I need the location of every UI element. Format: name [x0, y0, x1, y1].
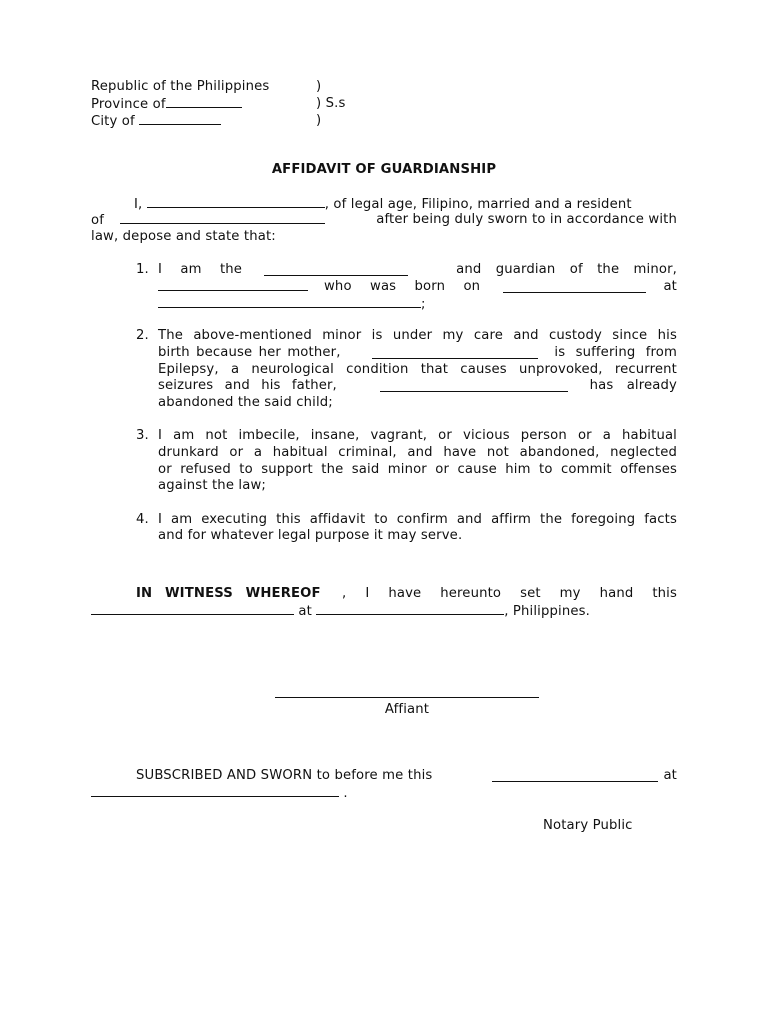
- name-blank[interactable]: [147, 196, 325, 208]
- subscribed-text: SUBSCRIBED AND SWORN to before me this: [136, 768, 433, 783]
- witness-rest: , I have hereunto set my hand this: [342, 586, 677, 601]
- province-blank[interactable]: [166, 96, 242, 108]
- intro-line-3: [91, 229, 276, 246]
- intro-legal-age: , of legal age, Filipino, married and a resident: [324, 197, 632, 212]
- item-1-line-3: [158, 296, 426, 314]
- item-2-line-1: [158, 328, 677, 345]
- witness-bold: IN WITNESS WHEREOF: [136, 586, 321, 601]
- item-2-suffering: is suffering from: [554, 345, 677, 360]
- item-2-text-1: The above-mentioned minor is under my care and custody since his: [158, 328, 677, 343]
- item-3-line-2: [158, 445, 677, 462]
- item-1-guardian: and guardian of the minor,: [456, 262, 677, 277]
- witness-at: at: [298, 604, 312, 619]
- header-paren-1: [316, 79, 321, 96]
- header-province-text: Province of: [91, 97, 166, 112]
- header-paren-3: [316, 113, 321, 130]
- item-3-line-4: [158, 478, 266, 495]
- affiant-signature-line[interactable]: [275, 697, 539, 698]
- father-name-blank[interactable]: [380, 380, 568, 392]
- document-title: [0, 162, 768, 179]
- notary-text: Notary Public: [543, 818, 633, 833]
- witness-philippines: , Philippines.: [504, 604, 590, 619]
- birthdate-blank[interactable]: [503, 281, 646, 293]
- item-1-semicolon: ;: [421, 297, 426, 312]
- item-2-line-5: [158, 395, 333, 412]
- intro-depose: law, depose and state that:: [91, 229, 276, 244]
- item-2-line-2: [158, 345, 677, 362]
- paren-text: ): [316, 113, 322, 128]
- item-4-line-1: [158, 512, 677, 529]
- item-2-number: [136, 328, 149, 345]
- item-3-text-4: against the law;: [158, 478, 266, 493]
- intro-i: I,: [134, 197, 143, 212]
- item-number: 1.: [136, 262, 149, 277]
- item-1-line-1: [158, 262, 677, 279]
- intro-sworn: after being duly sworn to in accordance with: [376, 212, 677, 227]
- affiant-label: [275, 702, 539, 719]
- witness-line-1: [136, 586, 677, 603]
- item-3-text-3: or refused to support the said minor or cause him to commit offenses: [158, 462, 677, 477]
- subscribed-dot: .: [343, 786, 348, 801]
- item-3-line-3: [158, 462, 677, 479]
- subscribed-line-1: [136, 768, 677, 785]
- item-1-born-on: who was born on: [324, 279, 481, 294]
- mother-name-blank[interactable]: [372, 347, 538, 359]
- relationship-blank[interactable]: [264, 264, 408, 276]
- minor-name-blank[interactable]: [158, 279, 308, 291]
- header-city-text: City of: [91, 114, 135, 129]
- item-number: 3.: [136, 428, 149, 443]
- residence-blank[interactable]: [120, 212, 325, 224]
- item-4-text-1: I am executing this affidavit to confirm and affirm the foregoing facts: [158, 512, 677, 527]
- item-2-text-5: abandoned the said child;: [158, 395, 333, 410]
- notary-label: [543, 818, 633, 835]
- intro-line-2: [91, 212, 677, 230]
- item-4-line-2: [158, 528, 462, 545]
- subscribed-line-2: [91, 785, 348, 803]
- subscribed-at: at: [663, 768, 677, 783]
- item-4-text-2: and for whatever legal purpose it may serve.: [158, 528, 463, 543]
- witness-date-blank[interactable]: [91, 603, 294, 615]
- item-3-line-1: [158, 428, 677, 445]
- affiant-text: Affiant: [384, 702, 430, 717]
- witness-line-2: [91, 603, 590, 621]
- item-2-line-4: [158, 378, 677, 395]
- item-number: 4.: [136, 512, 149, 527]
- subscribed-place-blank[interactable]: [91, 785, 339, 797]
- item-2-father: seizures and his father,: [158, 378, 337, 393]
- city-blank[interactable]: [139, 113, 221, 125]
- item-1-line-2: [158, 279, 677, 297]
- header-province: [91, 96, 242, 114]
- item-1-at: at: [663, 279, 677, 294]
- item-number: 2.: [136, 328, 149, 343]
- witness-place-blank[interactable]: [316, 603, 504, 615]
- item-3-text-2: drunkard or a habitual criminal, and have not abandoned, neglected: [158, 445, 677, 460]
- header-city: [91, 113, 221, 131]
- item-1-i-am-the: I am the: [158, 262, 243, 277]
- item-3-number: [136, 428, 149, 445]
- header-republic-text: Republic of the Philippines: [91, 79, 270, 94]
- title-text: AFFIDAVIT OF GUARDIANSHIP: [271, 162, 497, 177]
- header-ss: [316, 96, 346, 113]
- item-2-mother: birth because her mother,: [158, 345, 341, 360]
- ss-text: ) S.s: [316, 96, 346, 111]
- paren-text: ): [316, 79, 322, 94]
- item-4-number: [136, 512, 149, 529]
- item-2-already: has already: [589, 378, 677, 393]
- intro-of: of: [91, 213, 105, 228]
- item-2-text-3: Epilepsy, a neurological condition that causes unprovoked, recurrent: [158, 362, 677, 377]
- item-2-line-3: [158, 362, 677, 379]
- item-1-number: [136, 262, 149, 279]
- item-3-text-1: I am not imbecile, insane, vagrant, or vicious person or a habitual: [158, 428, 677, 443]
- subscribed-date-blank[interactable]: [492, 770, 658, 782]
- header-republic: [91, 79, 269, 96]
- birthplace-blank[interactable]: [158, 296, 421, 308]
